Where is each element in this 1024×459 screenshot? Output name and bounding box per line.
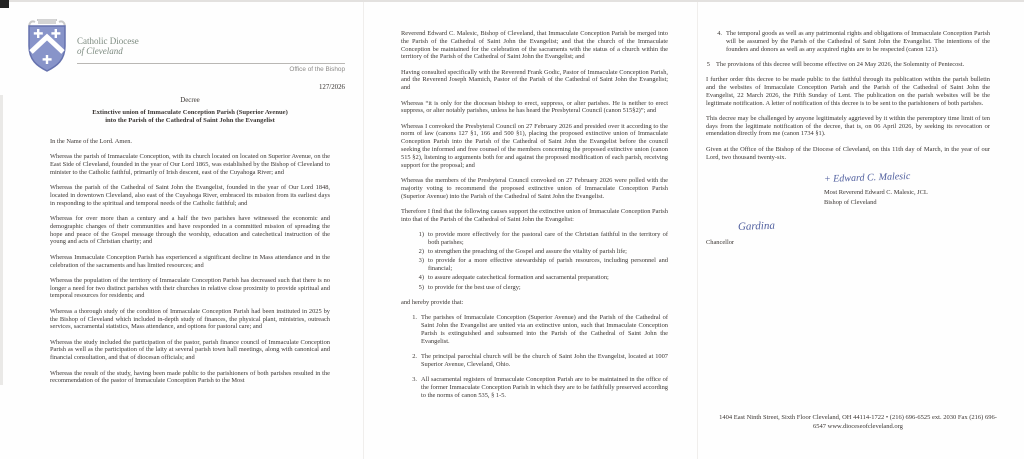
decree-paragraph: I further order this decree to be made public to the faithful through its publication within the parish bulletin and the websites of Immaculate Conception Parish and the Parish of the Cathedral of Saint John the Evangelist, 22 March 2026, the Fifth Sunday of Lent. The publication on the parish websites will be the legitimate notification. A letter of notification of this decree is to be sent to the parishioners of both parishes. xyxy=(706,76,990,107)
decree-paragraph: Whereas the parish of Immaculate Conception, with its church located on located on Superior Avenue, on the East Side of Cleveland, founded in the year of Our Lord 1865, was established by the Bishop of Cleveland to minister to the Catholic faithful, primarily of Irish descent, east of the Cuyahoga River; and xyxy=(50,153,330,176)
bishop-title: Bishop of Cleveland xyxy=(824,198,877,206)
footer-line1: 1404 East Ninth Street, Sixth Floor Cleveland, OH 44114-1722 • (216) 696-6525 ext. 2030 Fax (216) 696- xyxy=(719,414,997,421)
list-item-text: All sacramental registers of Immaculate Conception Parish are to be maintained in the office of the former Immaculate Conception Parish in which they are to be faithfully preserved according to the norms of canon 535, § 1-5. xyxy=(421,376,668,399)
decree-paragraph: Whereas I convoked the Presbyteral Council on 27 February 2026 and presided over it according to the norm of law (canons 127 §1, 166 and 500 §1), placing the proposed extinctive union of Immaculate Conception Parish into the Parish of the Cathedral of Saint John the Evangelist before the council seeking the informed and free counsel of the members concerning the proposed extinctive union (canon 515 §2), listening to arguments both for and against the proposed modification of each parish, receiving support for the proposal; and xyxy=(401,122,668,169)
provisions-list xyxy=(407,314,668,399)
decree-paragraph: This decree may be challenged by anyone legitimately aggrieved by it within the peremptory time limit of ten days from the legitimate notification of the decree, that is, on 06 April 2026, by seeking its revocation or emendation directly from me (canon 1734 §1). xyxy=(706,114,990,138)
list-item xyxy=(407,353,668,369)
list-item-text: to strengthen the preaching of the Gospel and assure the vitality of parish life; xyxy=(428,248,627,256)
scan-artifact xyxy=(0,0,9,8)
diocese-crest-icon xyxy=(25,18,69,74)
list-item xyxy=(712,30,990,53)
decree-paragraph: Therefore I find that the following causes support the extinctive union of Immaculate Conception Parish into that of the Parish of the Cathedral of Saint John the Evangelist: xyxy=(401,207,668,223)
chancellor-handwritten-signature: Gardina xyxy=(737,219,776,233)
chancellor-signature-block xyxy=(706,217,990,247)
decree-paragraph: Whereas Immaculate Conception Parish has experienced a significant decline in Mass attendance and in the celebration of the sacraments and has limited resources; and xyxy=(50,253,330,269)
decree-paragraph: Whereas the result of the study, having been made public to the parishioners of both parishes resulted in the recommendation of the pastor of Immaculate Conception Parish to the Most xyxy=(50,369,330,385)
list-item-number: 1. xyxy=(412,314,417,322)
letterhead xyxy=(50,0,345,138)
decree-paragraph: Reverend Edward C. Malesic, Bishop of Cleveland, that Immaculate Conception Parish be merged into the Parish of the Cathedral of Saint John the Evangelist; and that the church of the Immaculate Conception be maintained for the celebration of the sacraments with the status of a church within the territory of the Parish of the Cathedral of Saint John the Evangelist; and xyxy=(401,30,668,61)
protocol-number: 127/2026 xyxy=(318,84,345,91)
list-item-number: 4) xyxy=(418,274,424,282)
list-item-number: 3. xyxy=(412,376,417,384)
diocese-name-line2: of Cleveland xyxy=(77,46,123,56)
decree-paragraph: Given at the Office of the Bishop of the Diocese of Cleveland, on this 11th day of March, in the year of our Lord, two thousand twenty-six. xyxy=(706,145,990,161)
decree-paragraph: In the Name of the Lord. Amen. xyxy=(50,138,132,145)
list-item xyxy=(414,257,668,273)
office-of-the-bishop-label: Office of the Bishop xyxy=(289,66,345,73)
list-item-text: to provide for the best use of clergy; xyxy=(428,283,521,291)
list-item-number: 2) xyxy=(418,248,424,256)
list-item-number: 5 xyxy=(706,60,710,68)
list-item-text: The parishes of Immaculate Conception (Superior Avenue) and the Parish of the Cathedral of Saint John the Evangelist are united via an extinctive union, such that Immaculate Conception Parish is extinguished and subsumed into the Parish of the Cathedral of Saint John the Evangelist. xyxy=(421,314,668,345)
decree-page-2 xyxy=(363,0,697,459)
decree-paragraph: Whereas for over more than a century and a half the two parishes have witnessed the economic and demographic changes of their communities and have responded in a committed mission of spreading the hope and peace of the Gospel message through the worship, education and catechetical instruction of the young and acts of Christian charity; and xyxy=(50,215,330,246)
diocese-name xyxy=(77,36,139,56)
decree-paragraph: Whereas “it is only for the diocesan bishop to erect, suppress, or alter parishes. He is neither to erect suppress, or alter notably parishes, unless he has heard the Presbyteral Council (canon 515§2)”; and xyxy=(401,99,668,115)
decree-page-1 xyxy=(0,0,363,459)
decree-paragraph: Whereas the members of the Presbyteral Council convoked on 27 February 2026 were polled with the majority voting to recommend the proposed extinctive union of Immaculate Conception Parish (Superior Avenue) into the Parish of the Cathedral of Saint John the Evangelist. xyxy=(401,176,668,200)
list-item xyxy=(414,248,668,256)
list-item-text: The temporal goods as well as any patrimonial rights and obligations of Immaculate Conception Parish will be assumed by the Parish of the Cathedral of Saint John the Evangelist. The intentions of the founders and donors as well as any acquired rights are to be respected (canon 121). xyxy=(726,30,990,53)
list-item-number: 5) xyxy=(418,283,424,291)
scan-edge-artifact xyxy=(0,0,1024,2)
bishop-signature-block xyxy=(824,169,990,207)
letterhead-rule xyxy=(77,63,345,64)
decree-paragraph: Whereas the parish of the Cathedral of Saint John the Evangelist, founded in the year of Our Lord 1848, located in downtown Cleveland, also east of the Cuyahoga River, embraced its mission from its earliest days in responding to the spiritual and temporal needs of the Catholic faithful; and xyxy=(50,184,330,207)
list-item-text: The principal parochial church will be the church of Saint John the Evangelist, located at 1007 Superior Avenue, Cleveland, Ohio. xyxy=(421,353,668,368)
provide-intro: and hereby provide that: xyxy=(401,299,464,307)
list-item xyxy=(414,284,668,292)
list-item-text: to provide more effectively for the pastoral care of the Christian faithful in the territory of both parishes; xyxy=(428,230,668,246)
list-item xyxy=(407,376,668,399)
decree-paragraph: Whereas a thorough study of the condition of Immaculate Conception Parish had been instituted in 2025 by the Bishop of Cleveland which included in-depth study of finances, the physical plant, ministries, outreach services, sacramental statistics, Mass attendance, and options for pastoral care; and xyxy=(50,307,330,331)
list-item-text: to assure adequate catechetical formation and sacramental preparation; xyxy=(428,274,609,282)
footer-line2: 6547 www.dioceseofcleveland.org xyxy=(813,423,903,430)
decree-page-3 xyxy=(697,0,1024,459)
diocese-name-line1: Catholic Diocese xyxy=(77,36,139,46)
decree-title-line2: into the Parish of the Cathedral of Saint John the Evangelist xyxy=(105,117,275,124)
address-footer xyxy=(706,413,1010,431)
decree-paragraph: Whereas the study included the participation of the pastor, parish finance council of Immaculate Conception Parish as well as the participation of the laity at several parish town hall meetings, along with canonical and financial consultation, and that of diocesan officials; and xyxy=(50,338,330,362)
decree-paragraph: Whereas the population of the territory of Immaculate Conception Parish has decreased such that there is no longer a need for two distinct parishes with their churches in relative close proximity to provide spiritual and temporal resources for residents; and xyxy=(50,276,330,300)
list-item xyxy=(414,231,668,247)
causes-list xyxy=(414,231,668,292)
scan-smudge-artifact xyxy=(0,95,3,385)
provisions-list-continued xyxy=(712,30,990,53)
list-item xyxy=(414,274,668,282)
list-item-number: 4. xyxy=(717,30,722,37)
list-item-text: The provisions of this decree will become effective on 24 May 2026, the Solemnity of Pentecost. xyxy=(716,60,965,68)
chancellor-label: Chancellor xyxy=(706,238,735,246)
decree-heading: Decree xyxy=(180,97,200,104)
decree-paragraph: Having consulted specifically with the Reverend Frank Godic, Pastor of Immaculate Conception Parish, and the Reverend Joseph Mamich, Pastor of the Parish of the Cathedral of Saint John the Evangelist; and xyxy=(401,68,668,92)
list-item xyxy=(706,61,990,69)
list-item-number: 2. xyxy=(412,353,417,360)
bishop-handwritten-signature: + Edward C. Malesic xyxy=(823,170,911,185)
bishop-name: Most Reverend Edward C. Malesic, JCL xyxy=(824,188,928,196)
list-item-number: 3) xyxy=(418,257,424,265)
decree-title-line1: Extinctive union of Immaculate Conception Parish (Superior Avenue) xyxy=(92,109,288,116)
list-item-text: to provide for a more effective stewardship of parish resources, including personnel and financial; xyxy=(428,257,668,273)
decree-title xyxy=(44,109,336,125)
list-item xyxy=(407,314,668,345)
list-item-number: 1) xyxy=(418,230,424,238)
